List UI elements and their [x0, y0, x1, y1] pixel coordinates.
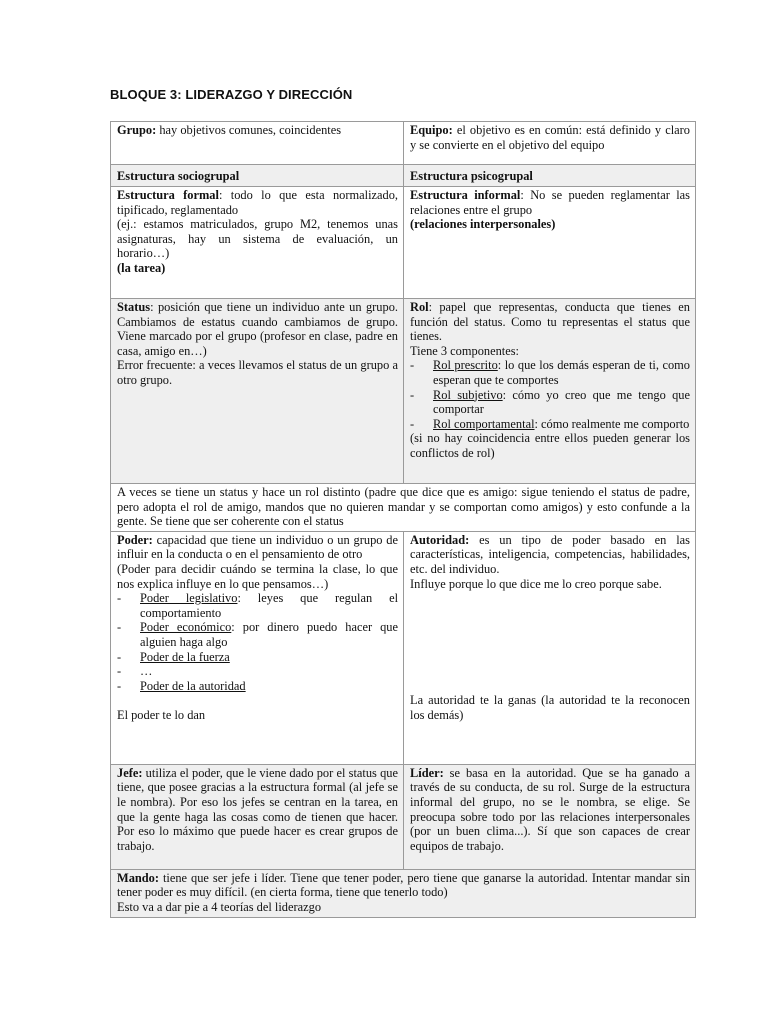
table-row: [111, 299, 696, 484]
equipo-text: el objetivo es en común: está definido y claro y se convierte en el objetivo del equipo: [410, 123, 690, 152]
rol-components-intro: Tiene 3 componentes:: [410, 343, 519, 358]
rol-item-term: Rol prescrito: [433, 358, 498, 373]
rol-components-list: [410, 358, 690, 431]
table-row: [111, 531, 696, 764]
poder-term: Poder:: [117, 532, 153, 547]
blank-line: [117, 693, 398, 708]
rol-definition: [410, 300, 690, 344]
list-item: [410, 358, 690, 387]
equipo-cell: [404, 122, 696, 165]
informal-line1: : No se pueden reglamentar las relaciones entre el grupo: [410, 188, 690, 217]
mando-line1: tiene que ser jefe i líder. Tiene que tener poder, pero tiene que ganarse la autoridad. Intentar mandar sin tener poder es muy difícil. (en cierta forma, tiene que tenerlo todo): [117, 870, 690, 900]
list-item: [117, 679, 398, 694]
mando-closing: Esto va a dar pie a 4 teorías del liderazgo: [117, 899, 322, 914]
status-rol-note: A veces se tiene un status y hace un rol distinto (padre que dice que es amigo: sigue teniendo el status de padre, pero adopta el rol de amigo, mandos que no quieren mandar y se comportan como amigos) y esto confunde a la gente. Se tiene que ser coherente con el status: [111, 484, 696, 532]
rol-line1: : papel que representas, conducta que tienes en función del status. Como tu representas el status que tienes.: [410, 300, 690, 344]
list-item: [117, 591, 398, 620]
rol-term: Rol: [410, 300, 429, 314]
formal-note: (la tarea): [117, 260, 166, 275]
poder-item-text: : por dinero puedo hacer que alguien haga algo: [140, 620, 398, 649]
informal-definition: [410, 188, 690, 217]
mando-definition: [117, 871, 690, 900]
poder-types-list: [117, 591, 398, 693]
rol-conflict-note: (si no hay coincidencia entre ellos pueden generar los conflictos de rol): [410, 431, 690, 460]
table-row: [111, 165, 696, 187]
poder-closing: El poder te lo dan: [117, 707, 206, 722]
formal-example: (ej.: estamos matriculados, grupo M2, tenemos unas asignaturas, hay un sistema de evaluación, un horario…): [117, 217, 398, 261]
poder-definition: [117, 533, 398, 562]
list-item: [410, 417, 690, 432]
status-line1: : posición que tiene un individuo ante un grupo. Cambiamos de estatus cuando cambiamos de grupo. Viene marcado por el grupo (profesor en clase, padre en casa, amigo en…): [117, 300, 398, 358]
blank-space: [410, 591, 690, 693]
list-item: [117, 664, 398, 679]
status-cell: [111, 299, 404, 484]
lider-text: se basa en la autoridad. Que se ha ganado a través de su conducta, de su rol. Surge de la estructura informal del grupo, no se le nombra, se elige. Se preocupa sobre todo por las relaciones interpersonales (por un buen clima...). Sí que son capaces de crear equipos de trabajo.: [410, 765, 690, 853]
table-row: [111, 122, 696, 165]
poder-item-text: : leyes que regulan el comportamiento: [140, 591, 399, 620]
notes-table: [110, 121, 696, 918]
poder-item-term: Poder de la autoridad: [140, 678, 246, 693]
rol-cell: [404, 299, 696, 484]
jefe-term: Jefe:: [117, 765, 143, 780]
rol-item-text: : cómo yo creo que me tengo que comportar: [433, 387, 690, 417]
autoridad-line1: es un tipo de poder basado en las características, inteligencia, competencias, habilidades, etc. del individuo.: [410, 532, 690, 576]
rol-item-term: Rol subjetivo: [433, 387, 503, 402]
rol-item-text: : cómo realmente me comporto: [534, 416, 690, 431]
equipo-term: Equipo:: [410, 123, 453, 137]
formal-line1: : todo lo que esta normalizado, tipificado, reglamentado: [117, 188, 398, 217]
table-row: [111, 187, 696, 299]
poder-item-term: Poder de la fuerza: [140, 649, 230, 664]
rol-item-text: : lo que los demás esperan de ti, como esperan que te comportes: [433, 358, 690, 387]
autoridad-term: Autoridad:: [410, 532, 470, 547]
header-psicogrupal: Estructura psicogrupal: [404, 165, 696, 187]
formal-term: Estructura formal: [117, 188, 219, 202]
autoridad-closing: La autoridad te la ganas (la autoridad te la reconocen los demás): [410, 693, 690, 722]
status-definition: [117, 300, 398, 358]
mando-cell: [111, 869, 696, 917]
list-item: [117, 620, 398, 649]
page-title: BLOQUE 3: LIDERAZGO Y DIRECCIÓN: [110, 87, 353, 102]
status-term: Status: [117, 300, 151, 314]
mando-term: Mando:: [117, 870, 159, 885]
lider-cell: [404, 764, 696, 869]
jefe-text: utiliza el poder, que le viene dado por el status que tiene, que posee gracias a la estructura formal (al jefe se le nombra). Por eso los jefes se centran en la tarea, en que la gente haga las cosas como de tienen que hacer. Por eso lo máximo que puede hacer es crear grupos de trabajo.: [117, 765, 398, 853]
grupo-text: hay objetivos comunes, coincidentes: [156, 123, 342, 137]
autoridad-definition: [410, 533, 690, 577]
informal-note: (relaciones interpersonales): [410, 217, 556, 232]
table-row: [111, 764, 696, 869]
poder-item-text: …: [140, 664, 153, 679]
informal-term: Estructura informal: [410, 188, 521, 202]
grupo-cell: [111, 122, 404, 165]
rol-item-term: Rol comportamental: [433, 416, 535, 431]
jefe-cell: [111, 764, 404, 869]
estructura-formal-cell: [111, 187, 404, 299]
grupo-term: Grupo:: [117, 123, 157, 137]
estructura-informal-cell: [404, 187, 696, 299]
autoridad-cell: [404, 531, 696, 764]
poder-line1: capacidad que tiene un individuo o un grupo de influir en la conducta o en el pensamiento de otro: [117, 532, 398, 562]
autoridad-influence: Influye porque lo que dice me lo creo porque sabe.: [410, 576, 662, 591]
poder-item-term: Poder legislativo: [140, 591, 238, 606]
poder-cell: [111, 531, 404, 764]
list-item: [410, 388, 690, 417]
table-row: [111, 484, 696, 532]
formal-definition: [117, 188, 398, 217]
lider-term: Líder:: [410, 765, 444, 780]
poder-example: (Poder para decidir cuándo se termina la clase, lo que nos explica influye en lo que pensamos…): [117, 561, 398, 591]
list-item: [117, 650, 398, 665]
status-error: Error frecuente: a veces llevamos el status de un grupo a otro grupo.: [117, 358, 398, 387]
poder-item-term: Poder económico: [140, 620, 232, 635]
header-sociogrupal: Estructura sociogrupal: [111, 165, 404, 187]
table-row: [111, 869, 696, 917]
